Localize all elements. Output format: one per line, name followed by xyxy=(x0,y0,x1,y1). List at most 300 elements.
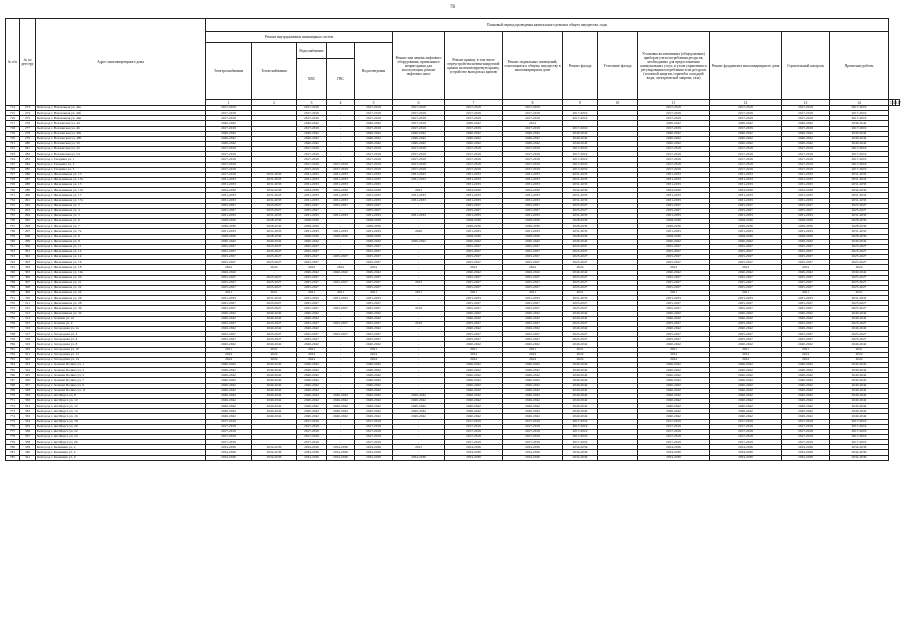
period-cell: 2017-2019 xyxy=(297,157,327,162)
period-cell: 2024 xyxy=(206,352,252,357)
period-cell: 2040-2042 xyxy=(638,393,710,398)
period-cell: 2017-2019 xyxy=(503,424,563,429)
period-cell: 2034-2036 xyxy=(327,450,355,455)
period-cell: 2028-2030 xyxy=(503,224,563,229)
registry-number: 302 xyxy=(20,255,36,260)
period-cell: 2025-2027 xyxy=(638,208,710,213)
period-cell: 2017-2019 xyxy=(445,147,503,152)
period-cell: 2024 xyxy=(830,357,889,362)
period-cell: 2040-2042 xyxy=(782,316,830,321)
period-cell: 2040-2042 xyxy=(710,368,782,373)
period-cell: - xyxy=(393,435,445,440)
period-cell: 2040-2042 xyxy=(445,373,503,378)
period-cell: 2034-2036 xyxy=(355,445,393,450)
period-cell: 2017-2019 xyxy=(297,167,327,172)
column-number: 7 xyxy=(445,100,503,106)
period-cell: 2040-2042 xyxy=(710,121,782,126)
period-cell: 2031-2033 xyxy=(503,183,563,188)
house-address: Белгород г, Железнякова ул, 28 xyxy=(36,301,206,306)
house-address: Белгород г, Загородная ул, 8 xyxy=(36,342,206,347)
period-cell: 2031-2033 xyxy=(206,183,252,188)
capital-repair-table xyxy=(5,18,900,461)
period-cell: 2017-2019 xyxy=(297,429,327,434)
registry-number: 303 xyxy=(20,260,36,265)
period-cell: 2017-2019 xyxy=(503,419,563,424)
period-cell: 2017-2019 xyxy=(830,106,889,111)
period-cell: - xyxy=(393,450,445,455)
period-cell: 2017-2019 xyxy=(393,121,445,126)
period-cell: 2024 xyxy=(252,357,297,362)
period-cell: 2040-2042 xyxy=(830,270,889,275)
period-cell: 2017-2019 xyxy=(638,424,710,429)
period-cell: 2031-2033 xyxy=(355,296,393,301)
row-number: 730 xyxy=(6,188,20,193)
registry-number: 328 xyxy=(20,388,36,393)
period-cell: 2025-2027 xyxy=(355,275,393,280)
period-cell: 2040-2042 xyxy=(503,136,563,141)
period-cell: 2025-2027 xyxy=(710,244,782,249)
period-cell: 2040-2042 xyxy=(393,404,445,409)
period-cell: 2025-2027 xyxy=(710,337,782,342)
header-heat: Теплоснабжения xyxy=(252,43,297,100)
period-cell: 2031-2033 xyxy=(563,183,598,188)
period-cell: 2040-2042 xyxy=(206,121,252,126)
period-cell: 2028-2030 xyxy=(252,219,297,224)
period-cell: 2040-2042 xyxy=(563,388,598,393)
period-cell: 2017-2019 xyxy=(830,440,889,445)
period-cell: 2017-2019 xyxy=(503,126,563,131)
period-cell: 2031-2033 xyxy=(297,296,327,301)
house-address: Белгород г, Волчанская ул, 46 xyxy=(36,126,206,131)
period-cell: 2040-2042 xyxy=(503,399,563,404)
period-cell: 2040-2042 xyxy=(830,383,889,388)
period-cell: 2040-2042 xyxy=(563,409,598,414)
period-cell: 2024 xyxy=(563,357,598,362)
period-cell: 2040-2042 xyxy=(503,239,563,244)
period-cell: 2031-2033 xyxy=(563,198,598,203)
period-cell: 2025-2027 xyxy=(445,208,503,213)
period-cell: 2040-2042 xyxy=(782,136,830,141)
registry-number: 301 xyxy=(20,249,36,254)
header-facade-insulation: Утепление фасада xyxy=(598,32,638,100)
period-cell: 2031-2033 xyxy=(563,229,598,234)
period-cell: 2040-2042 xyxy=(252,383,297,388)
period-cell: 2031-2033 xyxy=(782,198,830,203)
period-cell: - xyxy=(393,332,445,337)
period-cell: 2040-2042 xyxy=(710,327,782,332)
period-cell: 2031-2033 xyxy=(638,183,710,188)
period-cell: 2040-2042 xyxy=(355,393,393,398)
period-cell: 2017-2019 xyxy=(445,111,503,116)
period-cell: 2040-2042 xyxy=(638,399,710,404)
period-cell: 2017-2019 xyxy=(445,429,503,434)
period-cell: 2028-2030 xyxy=(355,234,393,239)
row-number: 764 xyxy=(6,363,20,368)
registry-number: 299 xyxy=(20,239,36,244)
period-cell: 2025-2027 xyxy=(830,249,889,254)
row-number: 741 xyxy=(6,244,20,249)
row-number: 779 xyxy=(6,440,20,445)
registry-number: 290 xyxy=(20,193,36,198)
period-cell: - xyxy=(393,301,445,306)
period-cell: 2017-2019 xyxy=(393,152,445,157)
period-cell: 2040-2042 xyxy=(327,414,355,419)
period-cell: 2025-2027 xyxy=(252,306,297,311)
period-cell: 2025-2027 xyxy=(297,260,327,265)
period-cell: 2024 xyxy=(297,265,327,270)
period-cell: 2040-2042 xyxy=(638,404,710,409)
registry-number: 336 xyxy=(20,429,36,434)
period-cell: 2040-2042 xyxy=(503,141,563,146)
period-cell: 2040-2042 xyxy=(445,327,503,332)
period-cell: 2031-2033 xyxy=(445,183,503,188)
period-cell: 2025-2027 xyxy=(445,280,503,285)
house-address: Белгород г, Зеленая Поляна ул, 11 xyxy=(36,388,206,393)
period-cell: 2028-2030 xyxy=(445,219,503,224)
period-cell: 2040-2042 xyxy=(563,368,598,373)
registry-number: 331 xyxy=(20,404,36,409)
period-cell: 2017-2019 xyxy=(710,419,782,424)
period-cell: 2031-2033 xyxy=(830,183,889,188)
period-cell: 2031-2033 xyxy=(638,296,710,301)
period-cell: 2031-2033 xyxy=(393,198,445,203)
house-address: Белгород г, Железнякова ул, 7а xyxy=(36,229,206,234)
period-cell: 2031-2033 xyxy=(782,177,830,182)
period-cell: 2028-2030 xyxy=(206,219,252,224)
period-cell: 2040-2042 xyxy=(206,399,252,404)
period-cell: 2017-2019 xyxy=(355,157,393,162)
period-cell: - xyxy=(327,435,355,440)
period-cell: 2034-2036 xyxy=(297,188,327,193)
period-cell: 2040-2042 xyxy=(445,131,503,136)
period-cell: 2028-2030 xyxy=(830,224,889,229)
period-cell: 2021 xyxy=(830,291,889,296)
registry-number: 337 xyxy=(20,435,36,440)
period-cell: 2025-2027 xyxy=(503,244,563,249)
house-address: Белгород г, Железнякова ул, 4 xyxy=(36,208,206,213)
period-cell: 2040-2042 xyxy=(252,404,297,409)
period-cell: 2028-2030 xyxy=(327,234,355,239)
period-cell: 2040-2042 xyxy=(445,342,503,347)
period-cell: 2040-2042 xyxy=(355,342,393,347)
period-cell: 2040-2042 xyxy=(782,311,830,316)
period-cell: - xyxy=(327,327,355,332)
row-number: 721 xyxy=(6,141,20,146)
period-cell: 2017-2019 xyxy=(503,106,563,111)
period-cell: 2025-2027 xyxy=(206,337,252,342)
period-cell: 2025-2027 xyxy=(710,249,782,254)
period-cell: 2031-2033 xyxy=(252,172,297,177)
period-cell: 2017-2019 xyxy=(638,435,710,440)
period-cell: 2034-2036 xyxy=(297,455,327,460)
period-cell: 2025-2027 xyxy=(445,244,503,249)
period-cell: - xyxy=(563,106,598,111)
row-number: 724 xyxy=(6,157,20,162)
period-cell: 2021 xyxy=(355,347,393,352)
period-cell: 2017-2019 xyxy=(710,157,782,162)
period-cell: 2031-2033 xyxy=(782,229,830,234)
period-cell: 2040-2042 xyxy=(445,399,503,404)
row-number: 751 xyxy=(6,296,20,301)
period-cell: 2025-2027 xyxy=(206,306,252,311)
period-cell: 2031-2033 xyxy=(503,177,563,182)
period-cell: 2040-2042 xyxy=(252,373,297,378)
period-cell: 2025-2027 xyxy=(638,260,710,265)
registry-number: 327 xyxy=(20,383,36,388)
period-cell: 2040-2042 xyxy=(206,373,252,378)
period-cell: 2025-2027 xyxy=(563,280,598,285)
period-cell: 2040-2042 xyxy=(297,414,327,419)
period-cell: 2017-2019 xyxy=(782,419,830,424)
period-cell: 2040-2042 xyxy=(830,409,889,414)
period-cell: 2040-2042 xyxy=(782,393,830,398)
period-cell: 2017-2019 xyxy=(638,157,710,162)
period-cell: 2017-2019 xyxy=(297,435,327,440)
period-cell: 2025-2027 xyxy=(327,332,355,337)
period-cell: 2024 xyxy=(297,352,327,357)
period-cell: 2031-2033 xyxy=(710,193,782,198)
period-cell: 2025-2027 xyxy=(782,275,830,280)
period-cell: 2031-2033 xyxy=(355,183,393,188)
period-cell: 2024 xyxy=(355,265,393,270)
period-cell: 2025-2027 xyxy=(563,337,598,342)
period-cell: 2034-2036 xyxy=(563,455,598,460)
period-cell: 2040-2042 xyxy=(355,239,393,244)
period-cell: 2017-2019 xyxy=(563,126,598,131)
period-cell: 2025-2027 xyxy=(782,306,830,311)
period-cell: 2034-2036 xyxy=(297,450,327,455)
period-cell: 2017-2019 xyxy=(563,116,598,121)
period-cell: 2031-2033 xyxy=(830,229,889,234)
period-cell: - xyxy=(393,265,445,270)
period-cell: 2034-2036 xyxy=(327,445,355,450)
period-cell: 2040-2042 xyxy=(297,131,327,136)
header-design: Проектные работы xyxy=(830,32,889,100)
period-cell: 2017-2019 xyxy=(638,111,710,116)
period-cell: 2040-2042 xyxy=(393,409,445,414)
period-cell: 2017-2019 xyxy=(503,435,563,440)
period-cell: 2025-2027 xyxy=(710,275,782,280)
period-cell: 2028-2030 xyxy=(638,219,710,224)
row-number: 767 xyxy=(6,378,20,383)
period-cell: 2034-2036 xyxy=(638,445,710,450)
period-cell: 2040-2042 xyxy=(563,270,598,275)
period-cell: - xyxy=(327,429,355,434)
period-cell: 2031-2033 xyxy=(206,296,252,301)
house-address: Белгород г, им Щорса ул, 26 xyxy=(36,440,206,445)
period-cell: 2040-2042 xyxy=(355,378,393,383)
period-cell: 2034-2036 xyxy=(563,445,598,450)
house-address: Белгород г, Вокзальная ул, 44в xyxy=(36,116,206,121)
period-cell: 2017-2019 xyxy=(445,440,503,445)
period-cell: 2034-2036 xyxy=(297,445,327,450)
period-cell: 2021 xyxy=(327,291,355,296)
period-cell: - xyxy=(393,224,445,229)
period-cell: 2040-2042 xyxy=(297,311,327,316)
period-cell: 2024 xyxy=(563,265,598,270)
period-cell: 2031-2033 xyxy=(355,213,393,218)
period-cell: 2028-2030 xyxy=(445,224,503,229)
house-address: Белгород г, им Щорса ул, 16 xyxy=(36,414,206,419)
house-address: Белгород г, Железнякова ул, 30 xyxy=(36,306,206,311)
period-cell: - xyxy=(327,311,355,316)
header-water: Водоснабжение xyxy=(297,44,326,59)
period-cell: 2040-2042 xyxy=(297,399,327,404)
registry-number: 275 xyxy=(20,116,36,121)
period-cell: 2031-2033 xyxy=(445,177,503,182)
period-cell: 2024 xyxy=(782,357,830,362)
period-cell: 2034-2036 xyxy=(710,445,782,450)
period-cell: 2025-2027 xyxy=(503,332,563,337)
house-address: Белгород г, Железнякова ул, 11 xyxy=(36,244,206,249)
period-cell: 2025-2027 xyxy=(206,280,252,285)
row-number: 749 xyxy=(6,285,20,290)
row-number: 756 xyxy=(6,321,20,326)
house-address: Белгород г, Загородная ул, 14 xyxy=(36,357,206,362)
period-cell: 2028-2030 xyxy=(355,219,393,224)
house-address: Белгород г, Вокзальная ул, 44б xyxy=(36,111,206,116)
period-cell: 2025-2027 xyxy=(252,203,297,208)
period-cell: 2031-2033 xyxy=(638,213,710,218)
registry-number: 329 xyxy=(20,393,36,398)
period-cell: 2017-2019 xyxy=(563,167,598,172)
period-cell: 2025-2027 xyxy=(445,301,503,306)
period-cell: 2025-2027 xyxy=(830,260,889,265)
period-cell: 2017-2019 xyxy=(710,429,782,434)
period-cell: 2040-2042 xyxy=(252,414,297,419)
period-cell: 2040-2042 xyxy=(710,404,782,409)
header-foundation: Ремонт фундамента многоквартирного дома xyxy=(710,32,782,100)
period-cell: 2024 xyxy=(355,357,393,362)
registry-number: 274 xyxy=(20,111,36,116)
period-cell: 2024 xyxy=(503,265,563,270)
period-cell: 2017-2019 xyxy=(445,162,503,167)
period-cell: 2028-2030 xyxy=(297,219,327,224)
period-cell: 2021 xyxy=(638,347,710,352)
period-cell: 2017-2019 xyxy=(206,167,252,172)
period-cell: 2040-2042 xyxy=(206,136,252,141)
period-cell: 2017-2019 xyxy=(830,147,889,152)
period-cell: - xyxy=(393,429,445,434)
registry-number: 319 xyxy=(20,342,36,347)
period-cell: 2031-2033 xyxy=(563,296,598,301)
period-cell: 2017-2019 xyxy=(830,126,889,131)
period-cell: 2025-2027 xyxy=(327,203,355,208)
period-cell: 2031-2033 xyxy=(206,198,252,203)
period-cell: 2017-2019 xyxy=(563,157,598,162)
period-cell: 2017-2019 xyxy=(710,152,782,157)
period-cell: 2031-2033 xyxy=(327,193,355,198)
period-cell: 2025-2027 xyxy=(830,301,889,306)
period-cell: 2034-2036 xyxy=(782,450,830,455)
period-cell: 2031-2033 xyxy=(445,172,503,177)
period-cell: 2040-2042 xyxy=(830,136,889,141)
period-cell: 2040-2042 xyxy=(206,404,252,409)
period-cell: 2028-2030 xyxy=(297,224,327,229)
period-cell: 2031-2033 xyxy=(710,183,782,188)
column-number: 13 xyxy=(782,100,830,106)
period-cell: 2025-2027 xyxy=(206,255,252,260)
period-cell: 2017-2019 xyxy=(830,116,889,121)
period-cell: 2031-2033 xyxy=(830,193,889,198)
period-cell: 2024 xyxy=(445,265,503,270)
row-number: 776 xyxy=(6,424,20,429)
period-cell: 2040-2042 xyxy=(445,239,503,244)
period-cell: 2017-2019 xyxy=(782,147,830,152)
period-cell: 2031-2033 xyxy=(830,213,889,218)
period-cell: 2025-2027 xyxy=(503,321,563,326)
period-cell: 2025-2027 xyxy=(355,255,393,260)
period-cell: 2017-2019 xyxy=(638,167,710,172)
house-address: Белгород г, Загородная ул, 6 xyxy=(36,337,206,342)
period-cell: 2017-2019 xyxy=(393,162,445,167)
period-cell: 2017-2019 xyxy=(503,111,563,116)
period-cell: 2040-2042 xyxy=(445,141,503,146)
period-cell: 2025-2027 xyxy=(782,203,830,208)
period-cell: 2025-2027 xyxy=(297,306,327,311)
period-cell: 2017-2019 xyxy=(638,152,710,157)
registry-number: 318 xyxy=(20,337,36,342)
house-address: Белгород г, Вокзальная ул, 44а xyxy=(36,106,206,111)
period-cell: 2017-2019 xyxy=(638,419,710,424)
period-cell: 2040-2042 xyxy=(297,409,327,414)
period-cell: 2040-2042 xyxy=(710,270,782,275)
period-cell: 2017-2019 xyxy=(393,157,445,162)
header-elevator: Ремонт или замена лифтового оборудования, признанного непригодным для эксплуатации, ремонт лифтовых шахт xyxy=(393,32,445,100)
period-cell: 2025-2027 xyxy=(503,208,563,213)
period-cell: 2034-2036 xyxy=(782,188,830,193)
house-address: Белгород г, Зеленая Поляна ул, 5 xyxy=(36,373,206,378)
period-cell: 2025-2027 xyxy=(252,244,297,249)
period-cell: 2025-2027 xyxy=(252,260,297,265)
registry-number: 312 xyxy=(20,306,36,311)
period-cell: 2024 xyxy=(638,357,710,362)
period-cell: 2040-2042 xyxy=(297,121,327,126)
period-cell: 2040-2042 xyxy=(206,316,252,321)
period-cell: 2031-2033 xyxy=(327,213,355,218)
column-number: 16 xyxy=(893,100,898,105)
period-cell: 2025-2027 xyxy=(206,332,252,337)
period-cell: 2040-2042 xyxy=(252,368,297,373)
registry-number: 285 xyxy=(20,167,36,172)
row-number: 718 xyxy=(6,126,20,131)
period-cell: 2040-2042 xyxy=(297,327,327,332)
period-cell: 2017-2019 xyxy=(782,424,830,429)
period-cell: 2040-2042 xyxy=(297,368,327,373)
period-cell: 2040-2042 xyxy=(297,136,327,141)
period-cell: 2017-2019 xyxy=(445,106,503,111)
period-cell: 2025-2027 xyxy=(563,306,598,311)
period-cell: 2040-2042 xyxy=(355,270,393,275)
period-cell: 2025-2027 xyxy=(710,332,782,337)
period-cell: 2031-2033 xyxy=(252,193,297,198)
period-cell: 2017-2019 xyxy=(355,126,393,131)
house-address: Белгород г, им Щорса ул, 18 xyxy=(36,419,206,424)
row-number: 722 xyxy=(6,147,20,152)
house-address: Белгород г, Гагарина ул, 1 xyxy=(36,157,206,162)
period-cell: 2034-2036 xyxy=(393,455,445,460)
row-number: 742 xyxy=(6,249,20,254)
period-cell: 2040-2042 xyxy=(297,383,327,388)
period-cell: 2028-2030 xyxy=(206,234,252,239)
period-cell: 2040-2042 xyxy=(355,363,393,368)
period-cell: 2040-2042 xyxy=(638,378,710,383)
period-cell: 2040-2042 xyxy=(710,342,782,347)
header-roof: Ремонт крыши, в том числе переустройство невентилируемой крыши на вентилируемую крышу, устройство выходов на кровлю xyxy=(445,32,503,100)
period-cell: 2040-2042 xyxy=(782,378,830,383)
period-cell: 2040-2042 xyxy=(252,399,297,404)
period-cell: - xyxy=(327,157,355,162)
